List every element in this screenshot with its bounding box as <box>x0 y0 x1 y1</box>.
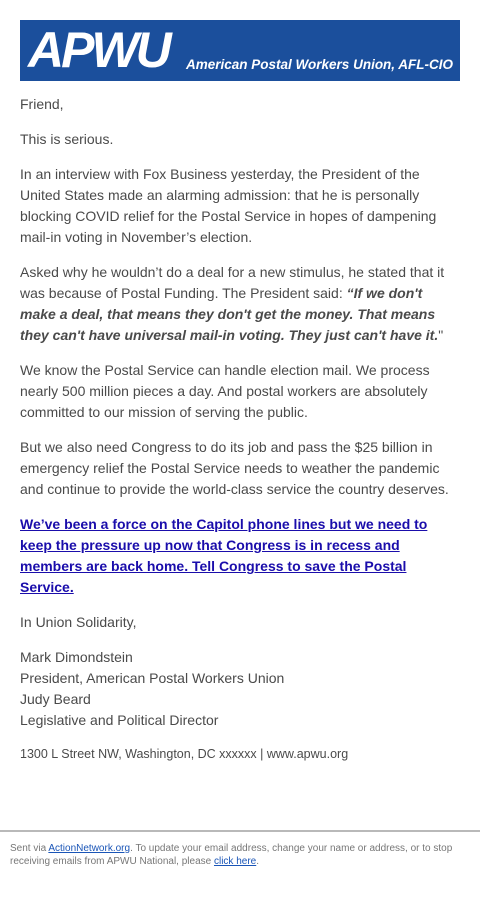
greeting: Friend, <box>20 96 64 112</box>
email-footer <box>0 830 480 868</box>
organization-name: American Postal Workers Union, AFL-CIO <box>186 57 454 72</box>
signer-name-2: Judy Beard <box>20 691 91 707</box>
footer-prefix: Sent via <box>10 843 49 854</box>
paragraph-serious: This is serious. <box>20 131 114 147</box>
email-body <box>20 94 460 763</box>
signature-block <box>20 647 460 731</box>
click-here-link[interactable]: click here <box>213 856 257 867</box>
action-network-link[interactable]: ActionNetwork.org <box>48 843 131 854</box>
signer-title-1: President, American Postal Workers Union <box>20 670 285 686</box>
signer-name-1: Mark Dimondstein <box>20 649 133 665</box>
tell-congress-link[interactable]: We’ve been a force on the Capitol phone lines but we need to keep the pressure up now that Congress is in recess and members are back home. Tell Congress to save the Postal Service. <box>20 516 428 595</box>
footer-middle: . To update your email address, change your name or address, or to stop receiving emails from APWU National, please <box>10 843 453 867</box>
quote-close: " <box>438 327 444 343</box>
quote-lead: Asked why he wouldn’t do a deal for a new stimulus, he stated that it was because of Postal Funding. The President said: <box>20 264 445 301</box>
paragraph-congress: But we also need Congress to do its job and pass the $25 billion in emergency relief the Postal Service needs to weather the pandemic and continue to provide the world-class service the country deserves. <box>20 439 449 497</box>
president-quote: “If we don't make a deal, that means they don't get the money. That means they can't have universal mail-in voting. They just can't have it. <box>20 285 439 343</box>
footer-suffix: . <box>256 856 260 867</box>
paragraph-quote <box>20 262 460 346</box>
header-banner <box>20 20 460 81</box>
closing: In Union Solidarity, <box>20 614 137 630</box>
mailing-address: 1300 L Street NW, Washington, DC xxxxxx | www.apwu.org <box>20 747 349 761</box>
signer-title-2: Legislative and Political Director <box>20 712 219 728</box>
paragraph-capacity: We know the Postal Service can handle election mail. We process nearly 500 million pieces a day. And postal workers are absolutely committed to our mission of serving the public. <box>20 362 430 420</box>
apwu-logo: APWU <box>28 22 169 78</box>
paragraph-interview: In an interview with Fox Business yesterday, the President of the United States made an alarming admission: that he is personally blocking COVID relief for the Postal Service in hopes of dampening mail-in voting in November’s election. <box>20 166 437 245</box>
